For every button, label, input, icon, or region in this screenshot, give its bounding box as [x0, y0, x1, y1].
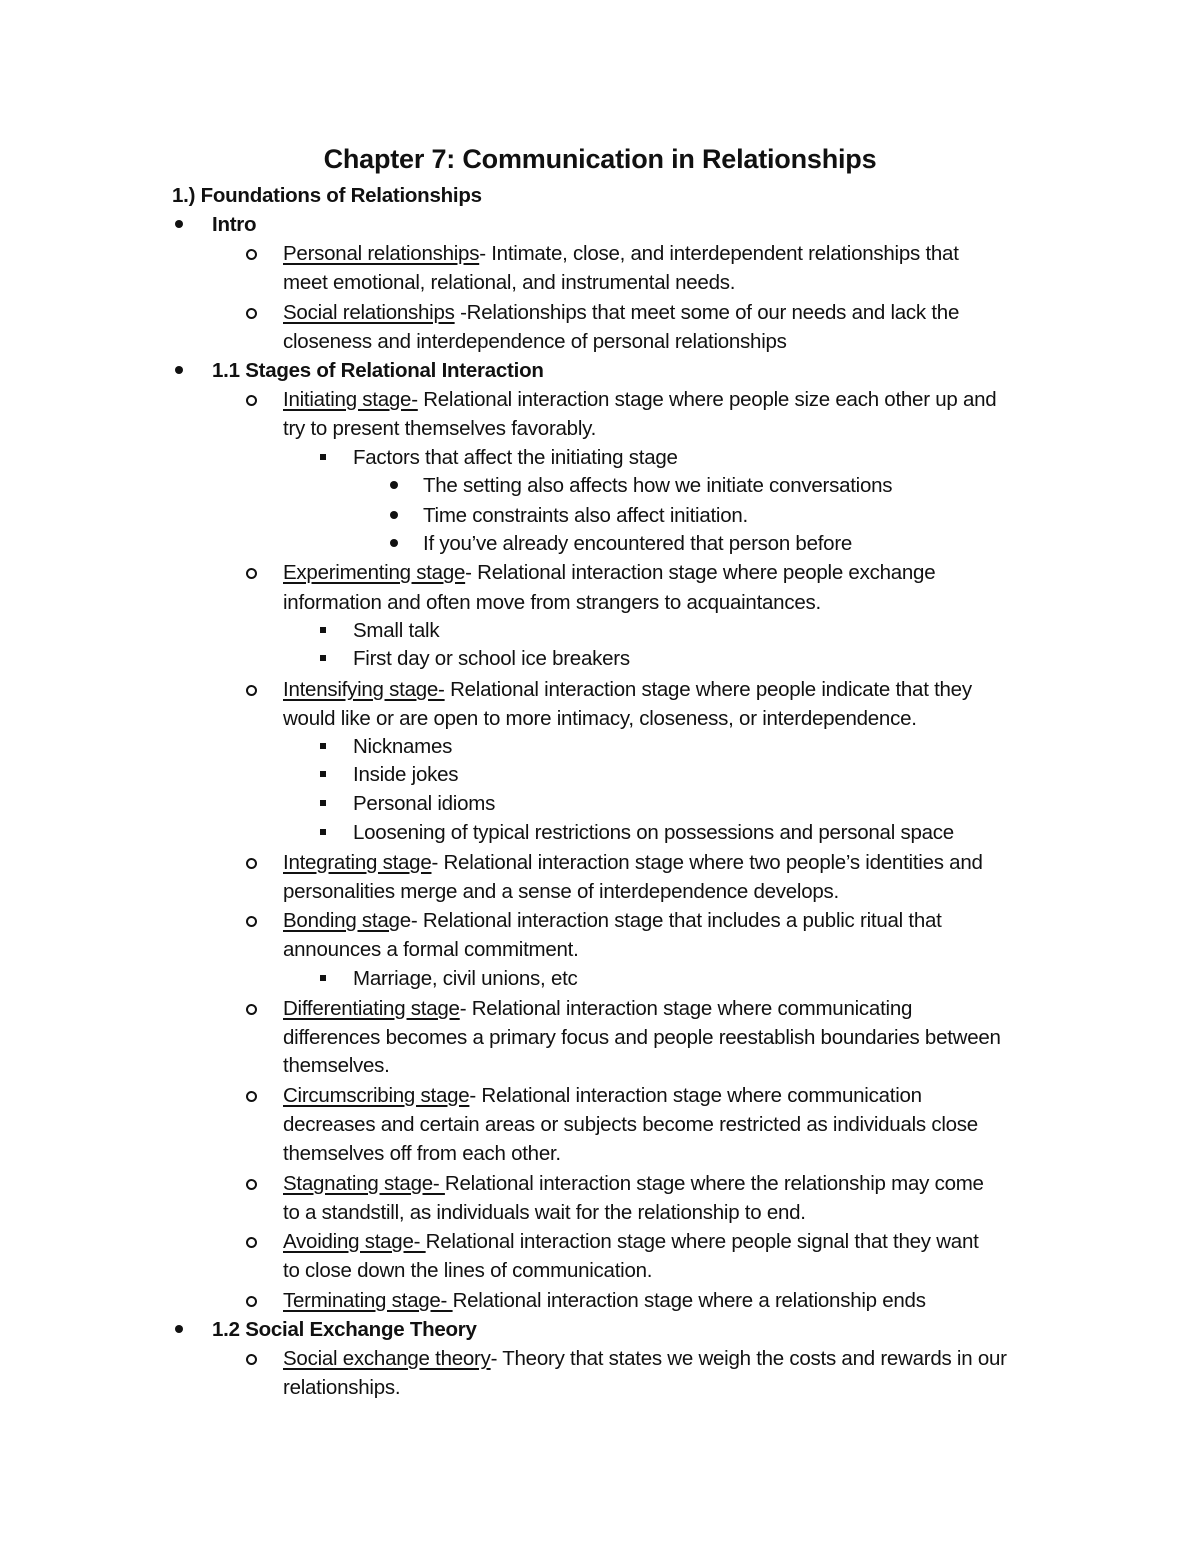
- list-item: Small talk: [353, 619, 440, 642]
- term-tail: e: [399, 909, 411, 932]
- definition-text: - Relational interaction stage that includes a public ritual that: [410, 909, 942, 932]
- bullet-square-icon: [320, 743, 326, 749]
- bullet-circle-icon: [246, 1179, 257, 1190]
- bullet-circle-icon: [246, 1237, 257, 1248]
- definition-line: personalities merge and a sense of interdependence develops.: [283, 880, 839, 903]
- term: Social exchange theory: [283, 1347, 491, 1370]
- bullet-circle-icon: [246, 1004, 257, 1015]
- definition-line: decreases and certain areas or subjects become restricted as individuals close: [283, 1113, 978, 1136]
- definition-line: [283, 994, 912, 1023]
- definition-text: - Theory that states we weigh the costs and rewards in our: [490, 1347, 1007, 1370]
- definition-text: Relational interaction stage where the relationship may come: [444, 1172, 984, 1195]
- definition-text: - Relational interaction stage where communicating: [459, 997, 913, 1020]
- definition-line: try to present themselves favorably.: [283, 417, 597, 440]
- bullet-square-icon: [320, 771, 326, 777]
- list-item: Time constraints also affect initiation.: [423, 504, 748, 527]
- bullet-circle-icon: [246, 916, 257, 927]
- list-item: Nicknames: [353, 735, 453, 758]
- definition-text: - Relational interaction stage where people exchange: [465, 561, 936, 584]
- bullet-circle-icon: [246, 858, 257, 869]
- definition-line: [283, 1169, 984, 1198]
- bullet-circle-icon: [246, 1354, 257, 1365]
- term: Personal relationships: [283, 242, 480, 265]
- bullet-circle-icon: [246, 568, 257, 579]
- definition-text: Relational interaction stage where people indicate that they: [444, 678, 972, 701]
- definition-line: [283, 1344, 1007, 1373]
- definition-line: meet emotional, relational, and instrumental needs.: [283, 271, 736, 294]
- bullet-square-icon: [320, 627, 326, 633]
- bullet-circle-icon: [246, 395, 257, 406]
- bullet-square-icon: [320, 655, 326, 661]
- term: Experimenting stage: [283, 561, 466, 584]
- term: Differentiating stage: [283, 997, 460, 1020]
- list-item: Loosening of typical restrictions on possessions and personal space: [353, 821, 954, 844]
- definition-line: [283, 1227, 979, 1256]
- bullet-disc-icon: [390, 481, 398, 489]
- definition-text: - Intimate, close, and interdependent relationships that: [479, 242, 959, 265]
- bullet-square-icon: [320, 800, 326, 806]
- definition-line: [283, 558, 935, 587]
- bullet-disc-icon: [390, 539, 398, 547]
- term: Avoiding stage-: [283, 1230, 426, 1253]
- definition-line: differences becomes a primary focus and people reestablish boundaries between: [283, 1026, 1001, 1049]
- subsection-heading: 1.1 Stages of Relational Interaction: [212, 359, 544, 382]
- term: Intensifying stage-: [283, 678, 445, 701]
- bullet-circle-icon: [246, 308, 257, 319]
- definition-line: information and often move from strangers to acquaintances.: [283, 591, 821, 614]
- bullet-square-icon: [320, 975, 326, 981]
- list-item: Factors that affect the initiating stage: [353, 446, 678, 469]
- term: Initiating stage-: [283, 388, 418, 411]
- intro-label: Intro: [212, 213, 257, 236]
- subsection-heading: 1.2 Social Exchange Theory: [212, 1318, 477, 1341]
- definition-line: themselves.: [283, 1054, 390, 1077]
- definition-line: [283, 385, 996, 414]
- term: Circumscribing stage: [283, 1084, 470, 1107]
- definition-text: Relational interaction stage where people size each other up and: [417, 388, 997, 411]
- definition-line: [283, 1081, 922, 1110]
- definition-line: [283, 675, 972, 704]
- definition-text: - Relational interaction stage where two people’s identities and: [431, 851, 983, 874]
- list-item: Personal idioms: [353, 792, 496, 815]
- definition-line: [283, 906, 942, 935]
- definition-text: -Relationships that meet some of our needs and lack the: [454, 301, 960, 324]
- definition-line: themselves off from each other.: [283, 1142, 561, 1165]
- list-item: The setting also affects how we initiate conversations: [423, 474, 893, 497]
- bullet-circle-icon: [246, 1296, 257, 1307]
- bullet-disc-icon: [175, 366, 183, 374]
- term: Terminating stage-: [283, 1289, 453, 1312]
- definition-line: [283, 239, 959, 268]
- bullet-circle-icon: [246, 1091, 257, 1102]
- list-item: Inside jokes: [353, 763, 459, 786]
- bullet-circle-icon: [246, 685, 257, 696]
- definition-line: [283, 848, 983, 877]
- list-item: If you’ve already encountered that person before: [423, 532, 853, 555]
- bullet-disc-icon: [175, 1325, 183, 1333]
- bullet-square-icon: [320, 454, 326, 460]
- definition-text: Relational interaction stage where people signal that they want: [425, 1230, 979, 1253]
- term: Stagnating stage-: [283, 1172, 445, 1195]
- definition-line: [283, 1286, 926, 1315]
- bullet-disc-icon: [175, 220, 183, 228]
- term: Social relationships: [283, 301, 455, 324]
- definition-line: closeness and interdependence of personal relationships: [283, 330, 787, 353]
- list-item: First day or school ice breakers: [353, 647, 630, 670]
- definition-text: - Relational interaction stage where communication: [469, 1084, 922, 1107]
- definition-line: to close down the lines of communication.: [283, 1259, 653, 1282]
- bullet-disc-icon: [390, 511, 398, 519]
- section-heading: 1.) Foundations of Relationships: [172, 184, 482, 207]
- definition-line: [283, 298, 959, 327]
- bullet-circle-icon: [246, 249, 257, 260]
- definition-line: announces a formal commitment.: [283, 938, 579, 961]
- list-item: Marriage, civil unions, etc: [353, 967, 578, 990]
- definition-line: relationships.: [283, 1376, 401, 1399]
- definition-text: Relational interaction stage where a relationship ends: [452, 1289, 926, 1312]
- page-title: Chapter 7: Communication in Relationships: [323, 144, 877, 174]
- term: Bonding stag: [283, 909, 400, 932]
- term: Integrating stage: [283, 851, 432, 874]
- definition-line: to a standstill, as individuals wait for the relationship to end.: [283, 1201, 806, 1224]
- bullet-square-icon: [320, 829, 326, 835]
- definition-line: would like or are open to more intimacy, closeness, or interdependence.: [283, 707, 917, 730]
